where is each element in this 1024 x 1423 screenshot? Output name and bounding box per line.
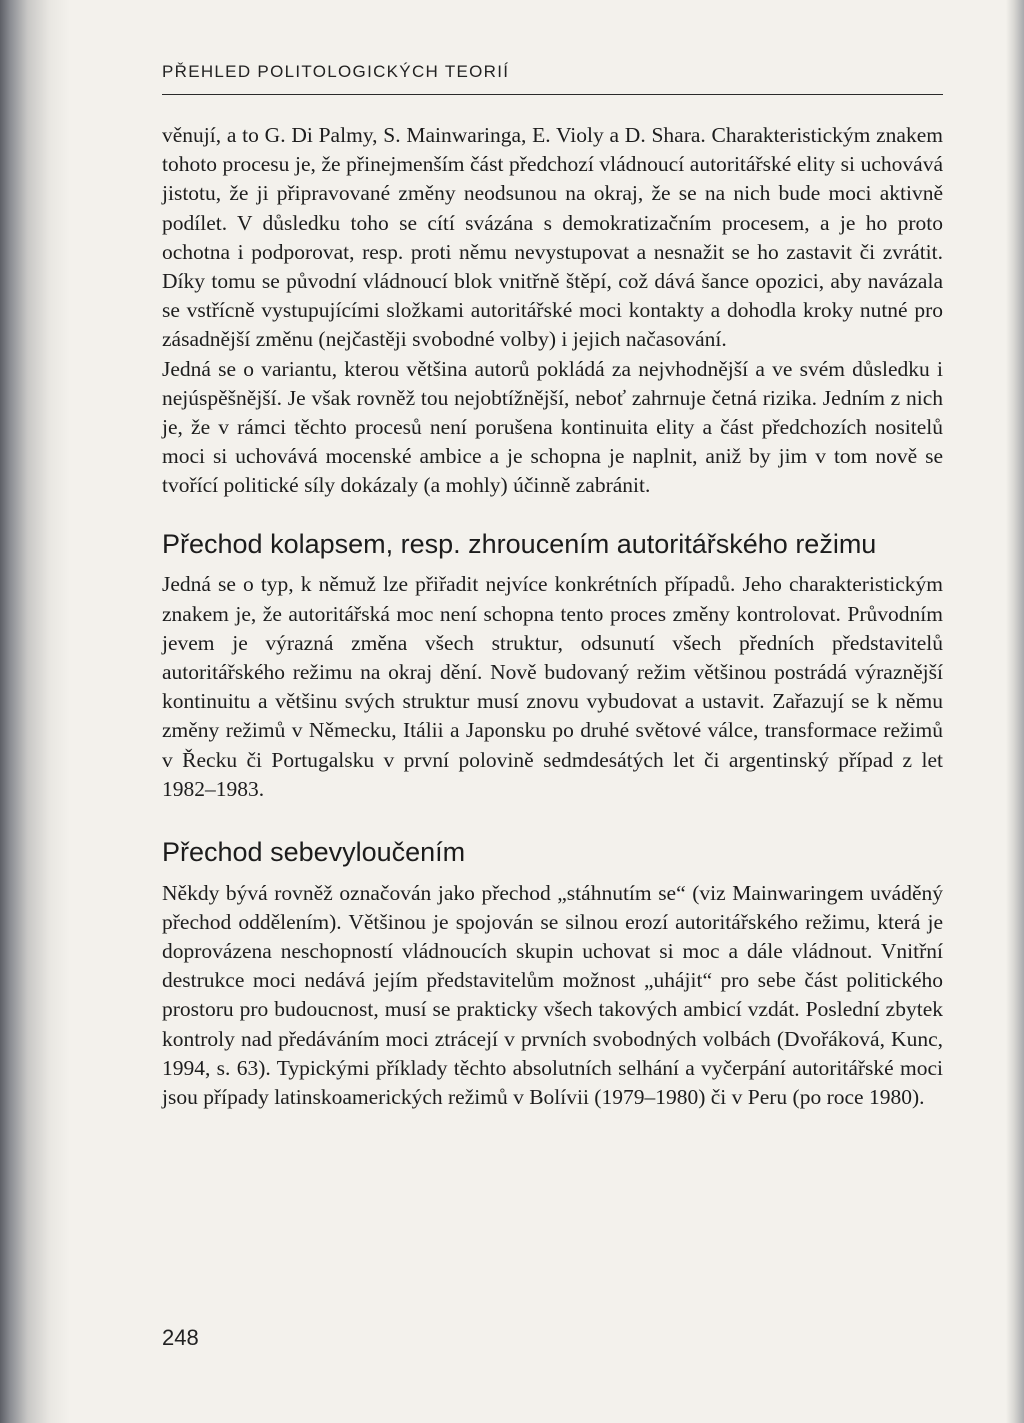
section-heading-self-exclusion: Přechod sebevyloučením [162,836,466,867]
book-page [162,0,943,1423]
section-self-exclusion-paragraph: Někdy bývá rovněž označován jako přechod „stáhnutím se“ (viz Mainwaringem uváděný přechod oddělením). Většinou je spojován se silnou erozí autoritářského režimu, která je doprovázena neschopností vládnoucích skupin uchovat si moc a dále vládnout. Vnitřní destrukce moci nedává jejím představitelům možnost „uhájit“ pro sebe část politického prostoru pro budoucnost, musí se prakticky všech takových ambicí vzdát. Poslední zbytek kontroly nad předáváním moci ztrácejí v prvních svobodných volbách (Dvořáková, Kunc, 1994, s. 63). Typickými příklady těchto absolutních selhání a vyčerpání autoritářské moci jsou případy latinskoamerických režimů v Bolívii (1979–1980) či v Peru (po roce 1980). [162,880,943,1110]
header-rule [162,94,943,95]
intro-paragraph: věnují, a to G. Di Palmy, S. Mainwaringa, E. Violy a D. Shara. Charakteristickým znakem tohoto procesu je, že přinejmenším část předchozí vládnoucí autoritářské elity si uchovává jistotu, že ji připravované změny neodsunou na okraj, že se na nich bude moci aktivně podílet. V důsledku toho se cítí svázána s demokratizačním procesem, a je ho proto ochotna i podporovat, resp. proti němu nevystupovat a nesnažit se ho zastavit či zvrátit. Díky tomu se původní vládnoucí blok vnitřně štěpí, což dává šance opozici, aby navázala se vstřícně vystupujícími složkami autoritářské moci kontakty a dohodla kroky nutné pro zásadnější změnu (nejčastěji svobodné volby) i jejich načasování. [162,123,943,352]
page-body [162,121,943,1112]
second-paragraph: Jedná se o variantu, kterou většina autorů pokládá za nejvhodnější a ve svém důsledku i nejúspěšnější. Je však rovněž tou nejobtížnější, neboť zahrnuje četná rizika. Jedním z nich je, že v rámci těchto procesů není porušena kontinuita elity a část předchozích nositelů moci si uchovává mocenské ambice a je schopna je naplnit, aniž by jim v tom nově se tvořící politické síly dokázaly (a mohly) účinně zabránit. [162,356,943,498]
book-binding-shadow [0,0,70,1423]
section-collapse-paragraph: Jedná se o typ, k němuž lze přiřadit nejvíce konkrétních případů. Jeho charakteristickým znakem je, že autoritářská moc není schopna tento proces změny kontrolovat. Průvodním jevem je výrazná změna všech struktur, odsunutí všech předních představitelů autoritářského režimu na okraj dění. Nově budovaný režim většinou postrádá výraznější kontinuitu a většinu svých struktur musí znovu vybudovat a ustavit. Zařazují se k němu změny režimů v Německu, Itálii a Japonsku po druhé světové válce, transformace režimů v Řecku či Portugalsku v první polovině sedmdesátých let či argentinský případ z let 1982–1983. [162,572,943,801]
running-header: PŘEHLED POLITOLOGICKÝCH TEORIÍ [162,62,510,81]
page-edge-shadow [1006,0,1024,1423]
section-heading-collapse: Přechod kolapsem, resp. zhroucením autoritářského režimu [162,528,877,559]
page-number: 248 [162,1325,199,1350]
